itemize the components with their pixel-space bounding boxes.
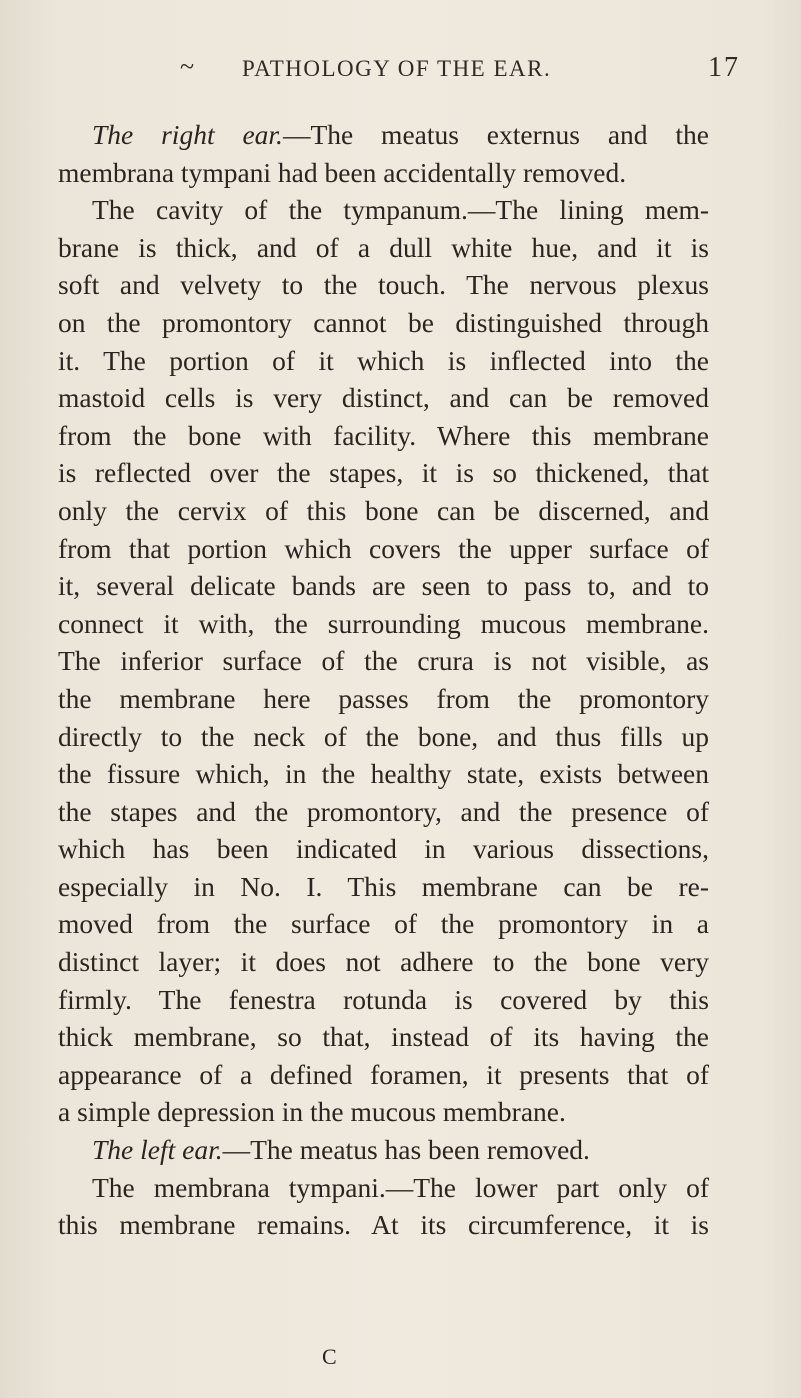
text-line: especially in No. I. This membrane can be re-: [58, 870, 709, 902]
header-ornament: ~: [180, 52, 197, 81]
text-line: the membrane here passes from the promontory: [58, 682, 709, 714]
page-number: 17: [708, 52, 740, 83]
text-line: distinct layer; it does not adhere to the bone very: [58, 946, 709, 978]
text-line: The left ear.—The meatus has been removed.: [92, 1134, 590, 1166]
text-line: moved from the surface of the promontory in a: [58, 908, 709, 940]
text-line: brane is thick, and of a dull white hue, and it is: [58, 231, 709, 263]
text-line: the fissure which, in the healthy state, exists between: [58, 758, 709, 790]
text-line: firmly. The fenestra rotunda is covered by this: [58, 983, 709, 1015]
text-line: thick membrane, so that, instead of its having the: [58, 1021, 709, 1053]
italic-heading: The left ear.: [92, 1134, 223, 1166]
body-text: [58, 116, 709, 1244]
text-line: the stapes and the promontory, and the presence of: [58, 795, 709, 827]
running-header: [180, 52, 740, 92]
text-line: The inferior surface of the crura is not visible, as: [58, 645, 709, 677]
text-line: mastoid cells is very distinct, and can be removed: [58, 382, 709, 414]
text-line: from the bone with facility. Where this membrane: [58, 419, 709, 451]
text-line: from that portion which covers the upper surface of: [58, 532, 709, 564]
text-line: The cavity of the tympanum.—The lining mem-: [92, 194, 709, 226]
text-line: it, several delicate bands are seen to pass to, and to: [58, 570, 709, 602]
text-line: soft and velvety to the touch. The nervous plexus: [58, 269, 709, 301]
text-line: on the promontory cannot be distinguished through: [58, 306, 709, 338]
italic-heading: The right ear.: [92, 119, 283, 150]
text-line: membrana tympani had been accidentally removed.: [58, 156, 627, 188]
text-line: is reflected over the stapes, it is so thickened, that: [58, 457, 709, 489]
text-line: The right ear.—The meatus externus and the: [92, 119, 709, 150]
text-line: connect it with, the surrounding mucous membrane.: [58, 607, 709, 639]
text-line: this membrane remains. At its circumference, it is: [58, 1209, 709, 1241]
text-line: directly to the neck of the bone, and thus fills up: [58, 720, 709, 752]
text-line: it. The portion of it which is inflected into the: [58, 344, 709, 376]
text-line: only the cervix of this bone can be discerned, and: [58, 494, 709, 526]
text-line: a simple depression in the mucous membrane.: [58, 1096, 566, 1128]
text-line: appearance of a defined foramen, it presents that of: [58, 1058, 709, 1090]
signature-mark: C: [322, 1344, 337, 1369]
text-line: The membrana tympani.—The lower part only of: [92, 1171, 709, 1203]
running-title: PATHOLOGY OF THE EAR.: [242, 56, 552, 81]
text-line: which has been indicated in various dissections,: [58, 833, 709, 865]
